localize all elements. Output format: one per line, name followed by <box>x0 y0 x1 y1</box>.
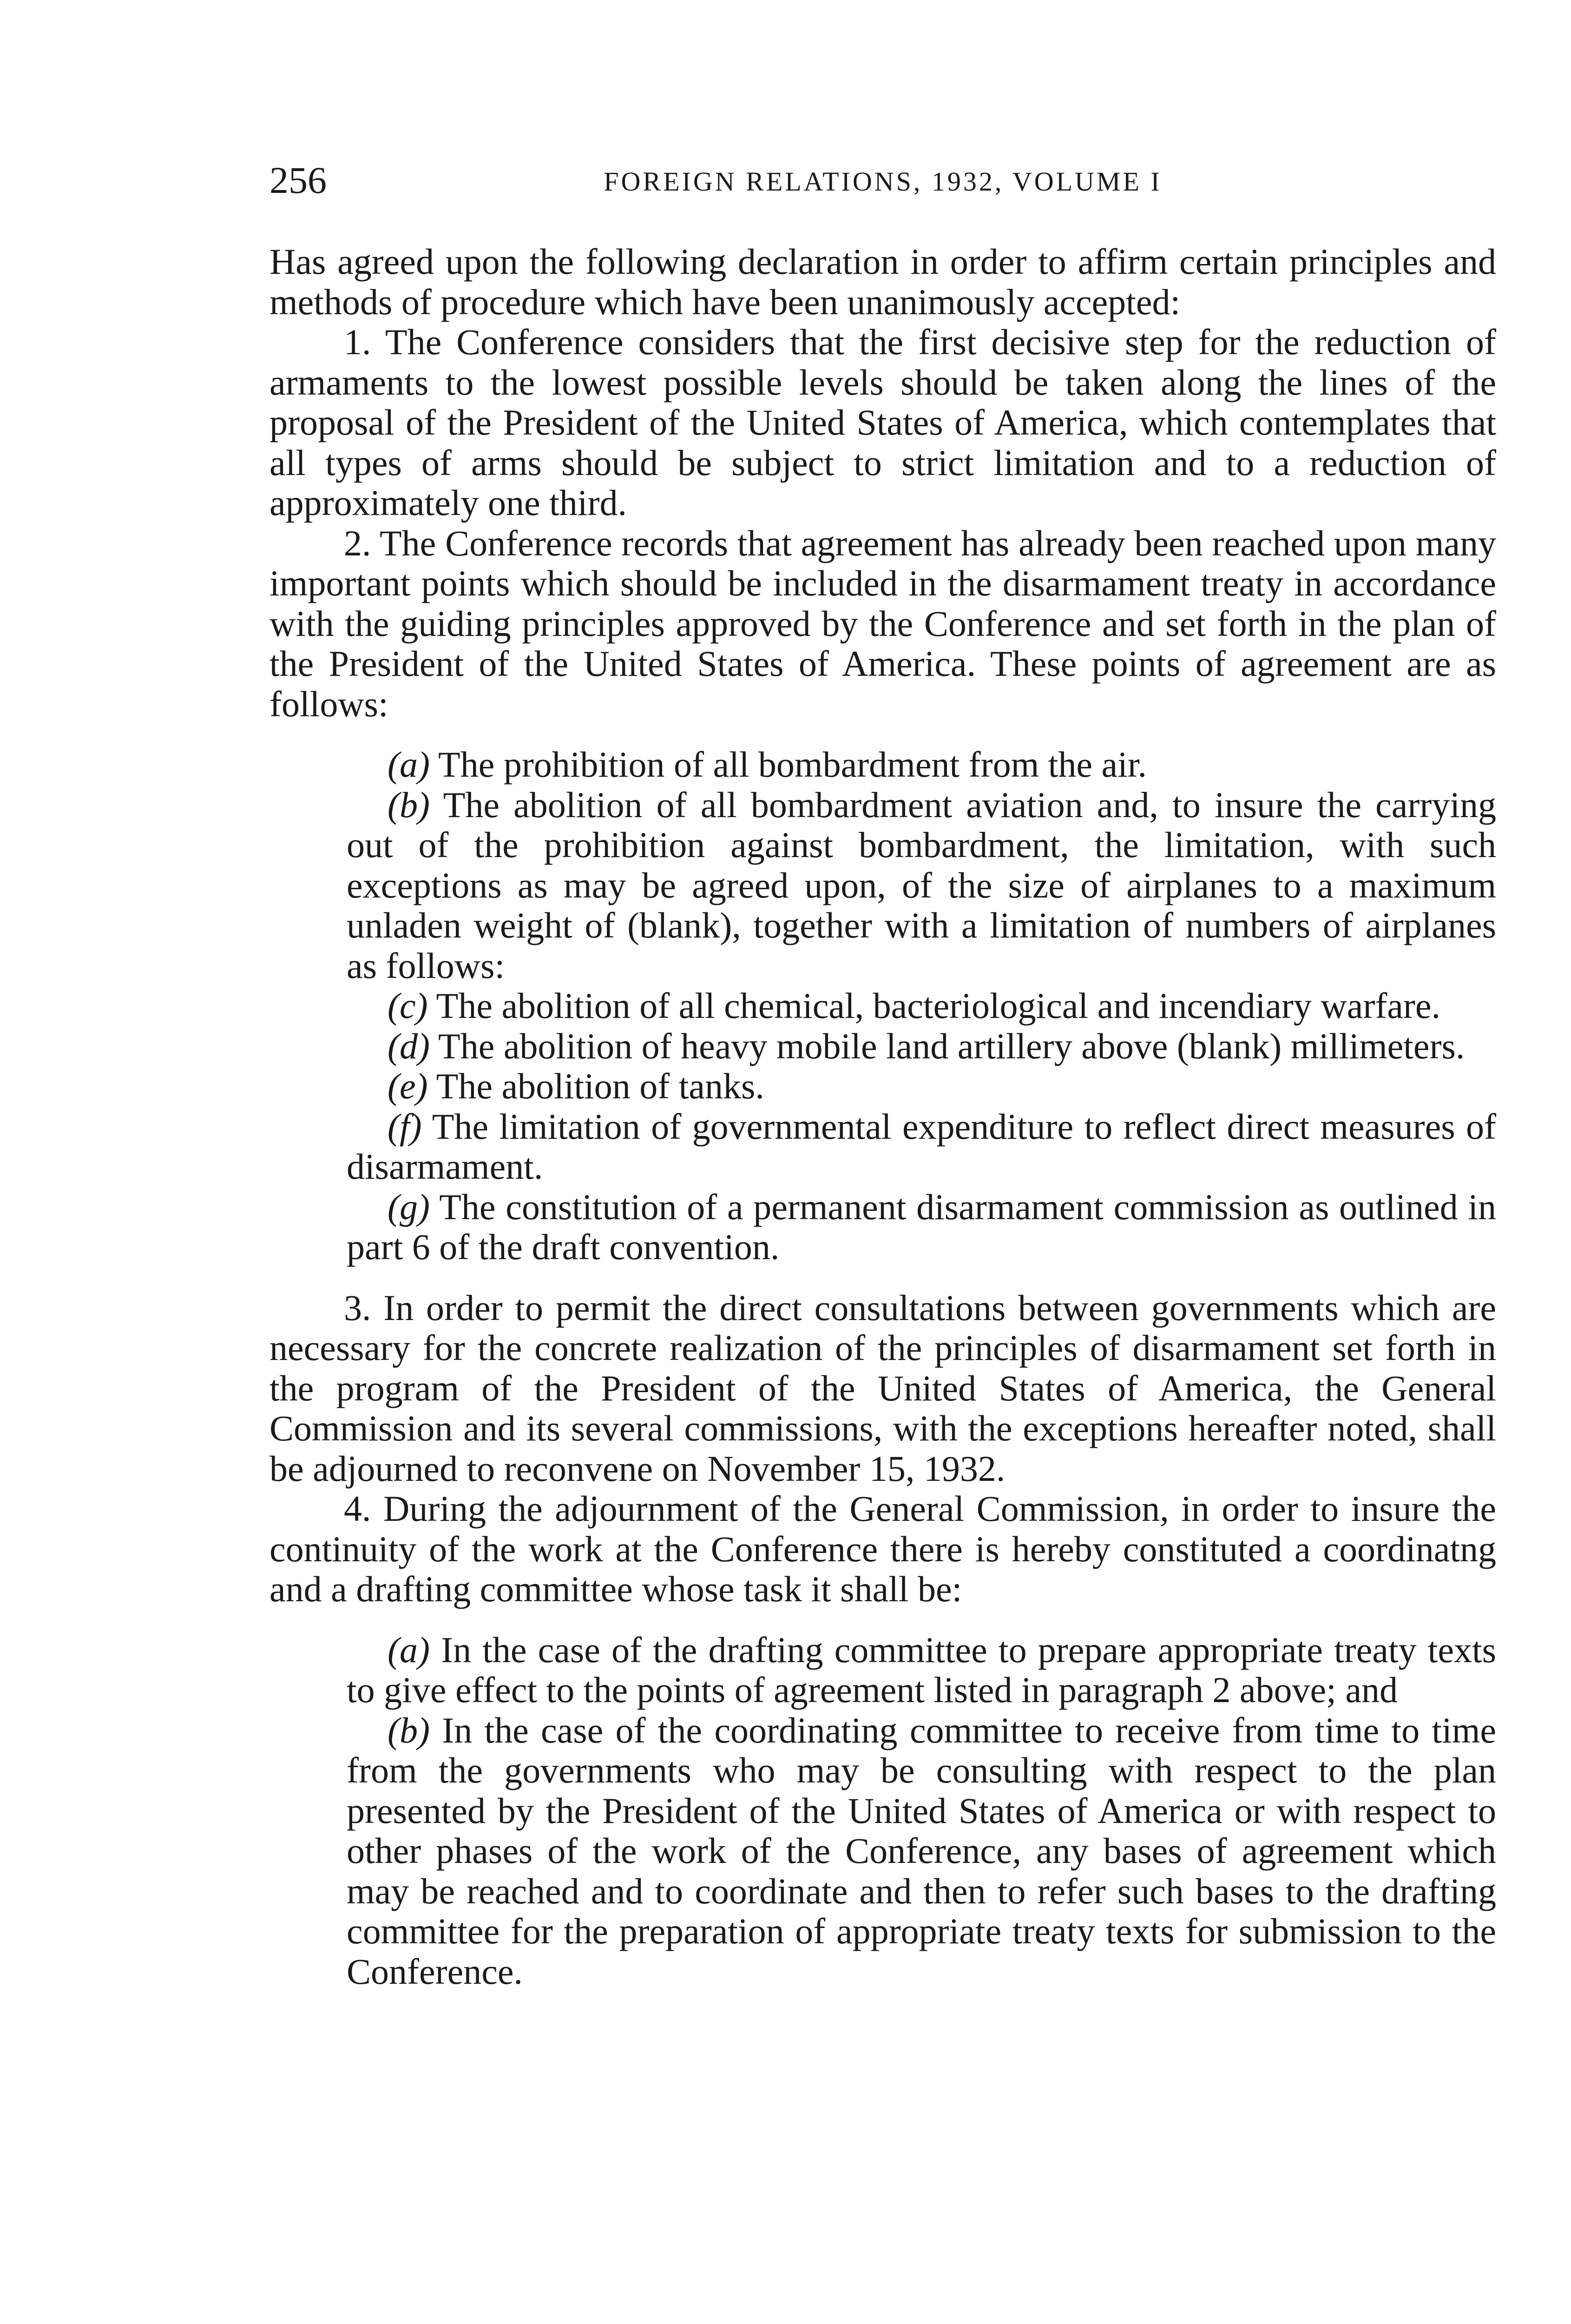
list-item-letter: (b) <box>388 1710 430 1750</box>
list-item-letter: (e) <box>388 1066 428 1106</box>
list-item-letter: (d) <box>388 1025 430 1066</box>
list-item-text: In the case of the coordinating committee to receive from time to time from the governments who may be consulting with respect to the plan presented by the President of the United States of America or with respect to other phases of the work of the Conference, any bases of agreement which may be reached and to coordinate and then to refer such bases to the drafting committee for the preparation of appropriate treaty texts for submission to the Conference. <box>347 1710 1497 1992</box>
paragraph-4: 4. During the adjournment of the General Commission, in order to insure the continuity of the work at the Conference there is hereby constituted a coordinatng and a drafting committee whose task it shall be: <box>270 1488 1496 1609</box>
committee-tasks-list <box>270 1630 1496 1992</box>
list-item <box>347 745 1496 785</box>
list-item <box>347 1630 1496 1710</box>
list-item <box>347 1066 1496 1107</box>
list-item <box>347 986 1496 1026</box>
paragraph-2: 2. The Conference records that agreement has already been reached upon many important points which should be included in the disarmament treaty in accordance with the guiding principles approved by the Conference and set forth in the plan of the President of the United States of America. These points of agreement are as follows: <box>270 522 1496 724</box>
list-item <box>347 1026 1496 1067</box>
list-item-text: The abolition of heavy mobile land artillery above (blank) millimeters. <box>438 1025 1465 1066</box>
list-item <box>347 1710 1496 1992</box>
page-number: 256 <box>270 159 327 201</box>
list-item-text: The prohibition of all bombardment from the air. <box>438 744 1147 785</box>
list-item <box>347 1107 1496 1187</box>
list-item-text: The abolition of tanks. <box>436 1066 764 1106</box>
list-item-text: The abolition of all chemical, bacteriological and incendiary warfare. <box>436 985 1441 1026</box>
list-item-letter: (g) <box>388 1186 430 1227</box>
list-item-letter: (c) <box>388 985 428 1026</box>
list-item-text: In the case of the drafting committee to prepare appropriate treaty texts to give effect to the points of agreement listed in paragraph 2 above; and <box>347 1629 1496 1710</box>
list-item-letter: (f) <box>388 1106 422 1147</box>
list-item-text: The abolition of all bombardment aviation and, to insure the carrying out of the prohibition against bombardment, the limitation, with such exceptions as may be agreed upon, of the size of airplanes to a maximum unladen weight of (blank), together with a limitation of numbers of airplanes as follows: <box>347 784 1496 986</box>
paragraph-1: 1. The Conference considers that the first decisive step for the reduction of armaments to the lowest possible levels should be taken along the lines of the proposal of the President of the United States of America, which contemplates that all types of arms should be subject to strict limitation and to a reduction of approximately one third. <box>270 322 1496 523</box>
header-title: FOREIGN RELATIONS, 1932, VOLUME I <box>604 166 1162 197</box>
paragraph-3: 3. In order to permit the direct consultations between governments which are necessary for the concrete realization of the principles of disarmament set forth in the program of the President of the United States of America, the General Commission and its several commissions, with the exceptions hereafter noted, shall be adjourned to reconvene on November 15, 1932. <box>270 1287 1496 1489</box>
list-item-text: The constitution of a permanent disarmament commission as outlined in part 6 of the draft convention. <box>347 1186 1497 1267</box>
body-text <box>270 242 1496 2012</box>
list-item <box>347 785 1496 986</box>
running-head <box>270 157 1496 208</box>
list-item <box>347 1187 1496 1268</box>
points-of-agreement-list <box>270 745 1496 1268</box>
list-item-text: The limitation of governmental expenditure to reflect direct measures of disarmament. <box>347 1106 1496 1187</box>
intro-paragraph: Has agreed upon the following declaration in order to affirm certain principles and methods of procedure which have been unanimously accepted: <box>270 241 1496 322</box>
list-item-letter: (a) <box>388 744 430 785</box>
list-item-letter: (b) <box>388 784 430 825</box>
list-item-letter: (a) <box>388 1629 430 1670</box>
